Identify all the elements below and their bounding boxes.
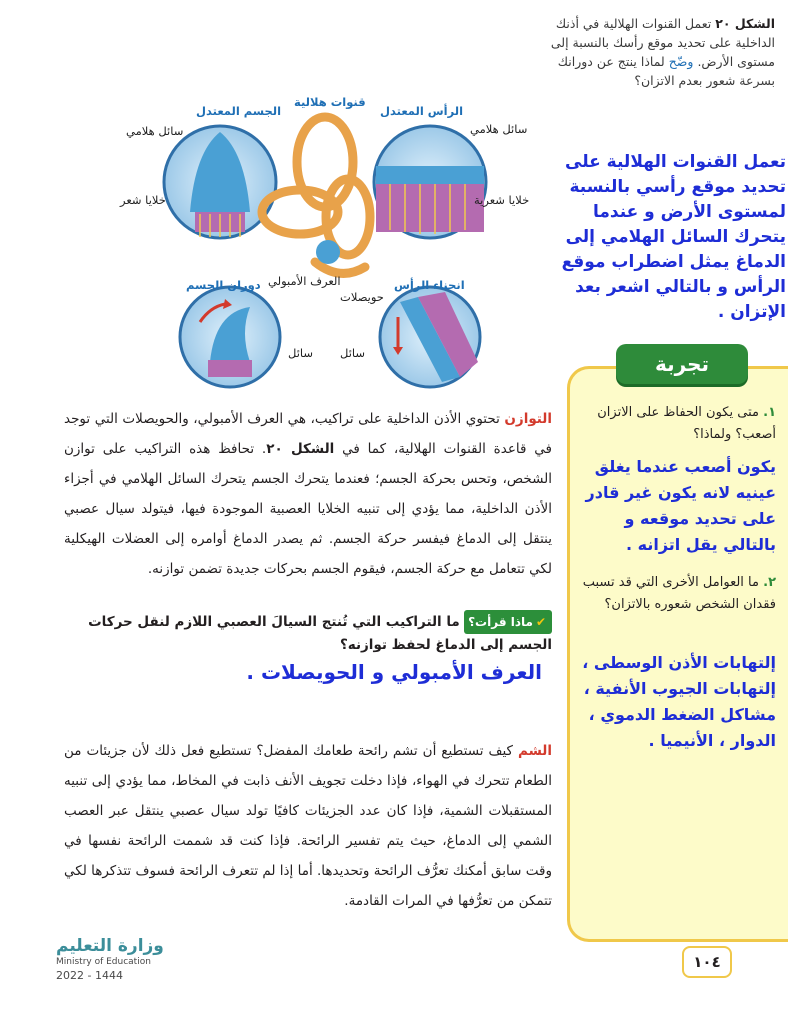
explain-text: لماذا ينتج عن دورانك بسرعة شعور بعدم الاتزان؟ xyxy=(557,54,775,88)
question-1-number: ١. xyxy=(763,405,776,420)
balance-text-a: تحتوي الأذن الداخلية على تراكيب، هي العرف الأمبولي، والحويصلات التي توجد في قاعدة القنوات الهلالية، كما في xyxy=(64,411,552,457)
figure-caption xyxy=(535,14,775,90)
label-semicircular-canals: قنوات هلالية xyxy=(294,95,366,109)
label-hair-cells-left: خلايا شعر xyxy=(120,193,166,207)
keyword-smell: الشم xyxy=(517,743,553,759)
label-fluid-right: سائل xyxy=(340,346,366,360)
smell-paragraph xyxy=(64,736,552,916)
caption-text: تعمل القنوات الهلالية في أذنك الداخلية على تحديد موقع رأسك بالنسبة إلى مستوى الأرض. xyxy=(550,16,775,69)
experiment-answer-2: إلتهابات الأذن الوسطى ، إلتهابات الجيوب الأنفية ، مشاكل الضغط الدموي ، الدوار ، الأنيميا . xyxy=(582,653,776,750)
body-rotation-circle xyxy=(180,287,280,387)
label-ampulla: العرف الأمبولي xyxy=(268,274,341,288)
experiment-question-2 xyxy=(580,572,776,616)
what-read-answer: العرف الأمبولي و الحويصلات . xyxy=(246,660,542,684)
experiment-question-1 xyxy=(580,402,776,446)
semicircular-canals xyxy=(262,117,370,273)
figure-number: الشكل ٢٠ xyxy=(715,16,775,31)
label-fluid-left: سائل xyxy=(288,346,314,360)
head-tilt-circle xyxy=(380,287,480,387)
label-head-tilt: انحناء الرأس xyxy=(394,278,465,292)
ministry-logo-arabic: وزارة التعليم xyxy=(56,936,164,956)
what-read-block xyxy=(64,610,552,656)
vestibule-detail xyxy=(316,240,340,264)
experiment-tab: تجربة xyxy=(616,344,748,384)
question-2-text: ما العوامل الأخرى التي قد تسبب فقدان الشخص شعوره بالاتزان؟ xyxy=(582,575,776,612)
label-hair-cells-right: خلايا شعرية xyxy=(474,193,530,207)
label-body-upright: الجسم المعتدل xyxy=(196,104,282,118)
what-read-badge xyxy=(464,610,552,634)
explain-label: وضّح xyxy=(668,54,694,69)
figure-reference: الشكل ٢٠ xyxy=(266,441,335,457)
smell-text: كيف تستطيع أن تشم رائحة طعامك المفضل؟ تستطيع فعل ذلك لأن جزيئات من الطعام تتحرك في الهواء، فإذا دخلت تجويف الأنف ذابت في المخاط، مما يؤدي إلى تنبيه المستقبلات الشمية، فإذا كان عدد الجزيئات كافيًا تولد سيال عصبي ينتقل عبر العصب الشمي إلى الدماغ، حيث يتم تفسير الرائحة. فإذا كنت قد شممت الرائحة نفسها في وقت سابق أمكنك تعرُّف الرائحة وتحديدها. أما إذا لم تتعرف الرائحة فسوف تتذكرها لكي تتمكن من تعرُّفها في المرات القادمة. xyxy=(64,743,552,909)
page-number: ١٠٤ xyxy=(682,946,732,978)
ministry-logo-english: Ministry of Education xyxy=(56,957,151,967)
question-1-text: متى يكون الحفاظ على الاتزان أصعب؟ ولماذا؟ xyxy=(597,405,776,442)
question-2-number: ٢. xyxy=(763,575,776,590)
keyword-balance: التوازن xyxy=(504,411,552,427)
what-read-question: ما التراكيب التي تُنتج السيالَ العصبي اللازم لنقل حركات الجسم إلى الدماغ لحفظ توازنه؟ xyxy=(88,614,552,653)
balance-text-b: . تحافظ هذه التراكيب على توازن الشخص، وتحس بحركة الجسم؛ فعندما يتحرك الجسم يتحرك السائل الهلامي في أجزاء الأذن الداخلية، مما يؤدي إلى تنبيه الخلايا العصبية الموجودة فيها، فيتولد سيال عصبي ينتقل إلى الدماغ فيفسر حركة الجسم. ثم يصدر الدماغ أوامره إلى العضلات الهيكلية لكي تتعامل مع حركة الجسم، فيقوم الجسم بحركات جديدة تضمن توازنه. xyxy=(64,441,552,577)
label-head-upright: الرأس المعتدل xyxy=(380,104,464,118)
label-gel-right: سائل هلامي xyxy=(470,122,528,136)
body-upright-circle xyxy=(164,126,276,238)
head-upright-circle xyxy=(374,126,486,238)
label-gel-left: سائل هلامي xyxy=(126,124,184,138)
balance-paragraph xyxy=(64,404,552,584)
label-body-rotation: دوران الجسم xyxy=(186,278,261,292)
ministry-logo-year: 2022 - 1444 xyxy=(56,969,123,982)
experiment-answer-1: يكون أصعب عندما يغلق عينيه لانه يكون غير قادر على تحديد موقعه و بالتالي يقل اتزانه . xyxy=(585,457,776,554)
handwritten-answer-caption: تعمل القنوات الهلالية على تحديد موقع رأسي بالنسبة لمستوى الأرض و عندما يتحرك السائل الهلامي إلى الدماغ يمثل اضطراب موقع الرأس و بالتالي اشعر بعد الإتزان . xyxy=(561,152,786,322)
check-icon: ✔ xyxy=(535,615,546,629)
what-read-label: ماذا قرأت؟ xyxy=(468,615,533,629)
label-vesicles: حويصلات xyxy=(340,290,384,304)
